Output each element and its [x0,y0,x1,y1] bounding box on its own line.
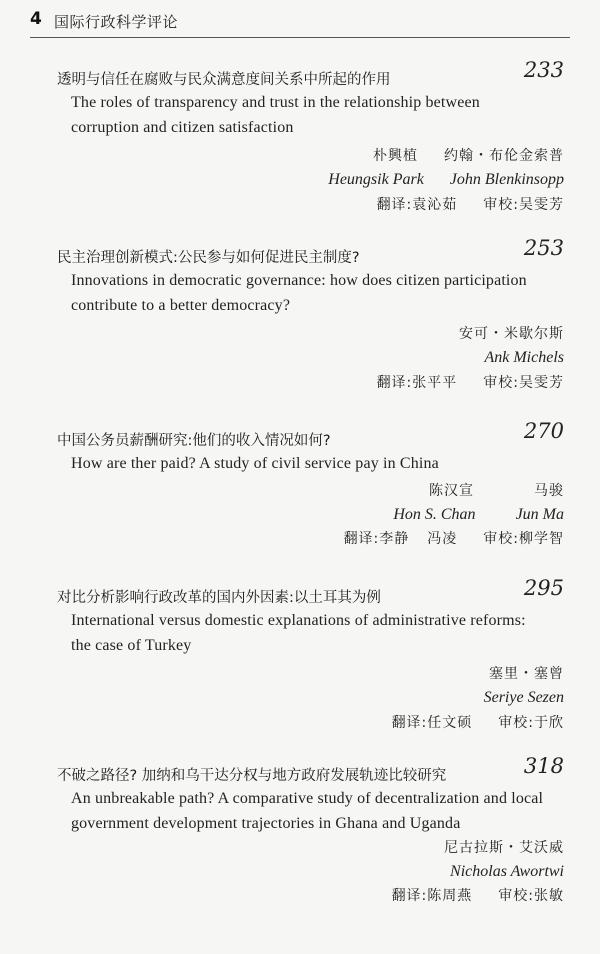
author-cn: 马骏 [534,483,564,499]
translator: 翻译:李静 [343,531,410,547]
english-title-line: An unbreakable path? A comparative study of decentralization and local [71,790,544,807]
english-title-line: Innovations in democratic governance: how does citizen participation [71,272,527,289]
translator: 冯凌 [427,531,458,547]
chinese-title: 中国公务员薪酬研究:他们的收入情况如何? [57,433,331,449]
credits-line [392,712,564,732]
chinese-title: 透明与信任在腐败与民众满意度间关系中所起的作用 [57,72,391,88]
credits-line [377,194,564,214]
author-en: Hon S. Chan [393,506,476,523]
chinese-authors [489,663,564,683]
page-header [0,0,600,40]
english-authors [450,861,564,881]
author-cn: 朴興植 [373,148,418,164]
english-title-line: corruption and citizen satisfaction [71,119,294,136]
author-cn: 陈汉宣 [429,483,474,499]
author-en: Seriye Sezen [483,689,564,706]
english-authors [484,347,564,367]
author-cn: 安可・米歇尔斯 [459,326,564,342]
page-reference: 270 [523,419,564,443]
author-cn: 塞里・塞曾 [489,666,564,682]
chinese-authors [459,323,564,343]
page-reference: 318 [523,754,564,778]
chinese-authors [373,145,564,165]
author-en: Ank Michels [484,349,564,366]
page-reference: 233 [523,58,564,82]
chinese-authors [429,480,564,500]
header-rule [30,37,570,38]
english-title-line: government development trajectories in Ghana and Uganda [71,815,461,832]
reviewer: 审校:于欣 [498,715,564,731]
translator: 翻译:陈周燕 [391,888,473,904]
english-title-line: the case of Turkey [71,637,192,654]
translator: 翻译:袁沁茹 [376,197,458,213]
credits-line [392,885,564,905]
author-en: John Blenkinsopp [449,171,564,188]
chinese-authors [444,837,564,857]
english-authors [328,169,564,189]
translator: 翻译:任文硕 [391,715,473,731]
author-cn: 尼古拉斯・艾沃威 [444,840,564,856]
english-title-line: How are ther paid? A study of civil service pay in China [71,455,439,472]
credits-line [377,372,564,392]
reviewer: 审校:柳学智 [483,531,564,547]
english-title-line: International versus domestic explanations of administrative reforms: [71,612,526,629]
author-en: Heungsik Park [328,171,424,188]
english-title-line: The roles of transparency and trust in the relationship between [71,94,480,111]
english-title-line: contribute to a better democracy? [71,297,291,314]
page-reference: 295 [523,576,564,600]
chinese-title: 民主治理创新模式:公民参与如何促进民主制度? [57,250,360,266]
page-reference: 253 [523,236,564,260]
reviewer: 审校:吴雯芳 [483,197,564,213]
reviewer: 审校:吴雯芳 [483,375,564,391]
author-cn: 约翰・布伦金索普 [444,148,564,164]
page-number: 4 [30,9,42,29]
author-en: Nicholas Awortwi [450,863,564,880]
translator: 翻译:张平平 [376,375,458,391]
english-authors [393,504,564,524]
chinese-title: 不破之路径? 加纳和乌干达分权与地方政府发展轨迹比较研究 [57,768,447,784]
running-title: 国际行政科学评论 [54,13,179,31]
chinese-title: 对比分析影响行政改革的国内外因素:以土耳其为例 [57,590,381,606]
author-en: Jun Ma [515,506,564,523]
reviewer: 审校:张敏 [498,888,564,904]
english-authors [484,687,564,707]
credits-line [344,528,564,548]
